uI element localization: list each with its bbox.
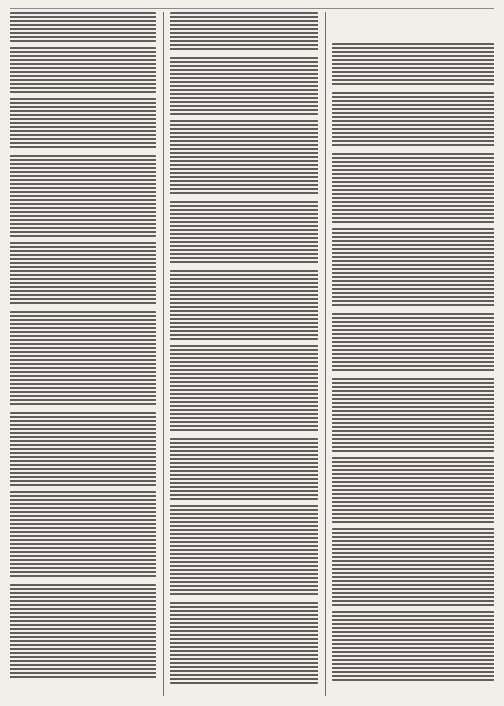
article bbox=[332, 153, 494, 223]
article bbox=[332, 378, 494, 452]
section-masthead bbox=[332, 12, 494, 38]
article bbox=[170, 201, 318, 265]
article-text bbox=[170, 505, 318, 597]
article bbox=[170, 345, 318, 433]
article bbox=[10, 98, 156, 150]
article-text bbox=[170, 345, 318, 433]
article-text bbox=[10, 98, 156, 150]
article bbox=[170, 120, 318, 196]
article-text bbox=[170, 57, 318, 115]
article-text bbox=[332, 92, 494, 148]
article bbox=[332, 313, 494, 373]
article bbox=[170, 602, 318, 684]
article-text bbox=[332, 43, 494, 87]
article-text bbox=[170, 201, 318, 265]
article-text bbox=[332, 457, 494, 523]
article bbox=[332, 611, 494, 681]
article bbox=[10, 155, 156, 237]
article-text bbox=[332, 378, 494, 452]
article bbox=[332, 457, 494, 523]
column-rule bbox=[325, 12, 326, 696]
article bbox=[170, 270, 318, 340]
article-text bbox=[332, 528, 494, 606]
top-rule bbox=[10, 8, 494, 9]
article bbox=[332, 92, 494, 148]
article-text bbox=[332, 153, 494, 223]
article bbox=[10, 12, 156, 42]
column-right bbox=[332, 12, 494, 696]
article bbox=[10, 491, 156, 579]
article-text bbox=[10, 12, 156, 42]
article-text bbox=[10, 412, 156, 486]
column-rule bbox=[163, 12, 164, 696]
article-text bbox=[332, 228, 494, 308]
article bbox=[10, 311, 156, 407]
article-text bbox=[10, 311, 156, 407]
article bbox=[332, 228, 494, 308]
article-text bbox=[10, 155, 156, 237]
article-text bbox=[170, 602, 318, 684]
article bbox=[10, 412, 156, 486]
article-text bbox=[170, 120, 318, 196]
article-text bbox=[170, 270, 318, 340]
article-text bbox=[10, 242, 156, 306]
article-text bbox=[332, 611, 494, 681]
article-text bbox=[10, 47, 156, 93]
article-text bbox=[332, 313, 494, 373]
column-left bbox=[10, 12, 156, 696]
column-middle bbox=[170, 12, 318, 696]
article bbox=[332, 43, 494, 87]
article bbox=[10, 242, 156, 306]
article bbox=[170, 505, 318, 597]
article bbox=[10, 584, 156, 680]
article-text bbox=[170, 438, 318, 500]
article bbox=[170, 438, 318, 500]
article-text bbox=[170, 12, 318, 52]
article-text bbox=[10, 584, 156, 680]
article bbox=[170, 57, 318, 115]
article bbox=[170, 12, 318, 52]
article bbox=[10, 47, 156, 93]
article bbox=[332, 528, 494, 606]
article-text bbox=[10, 491, 156, 579]
